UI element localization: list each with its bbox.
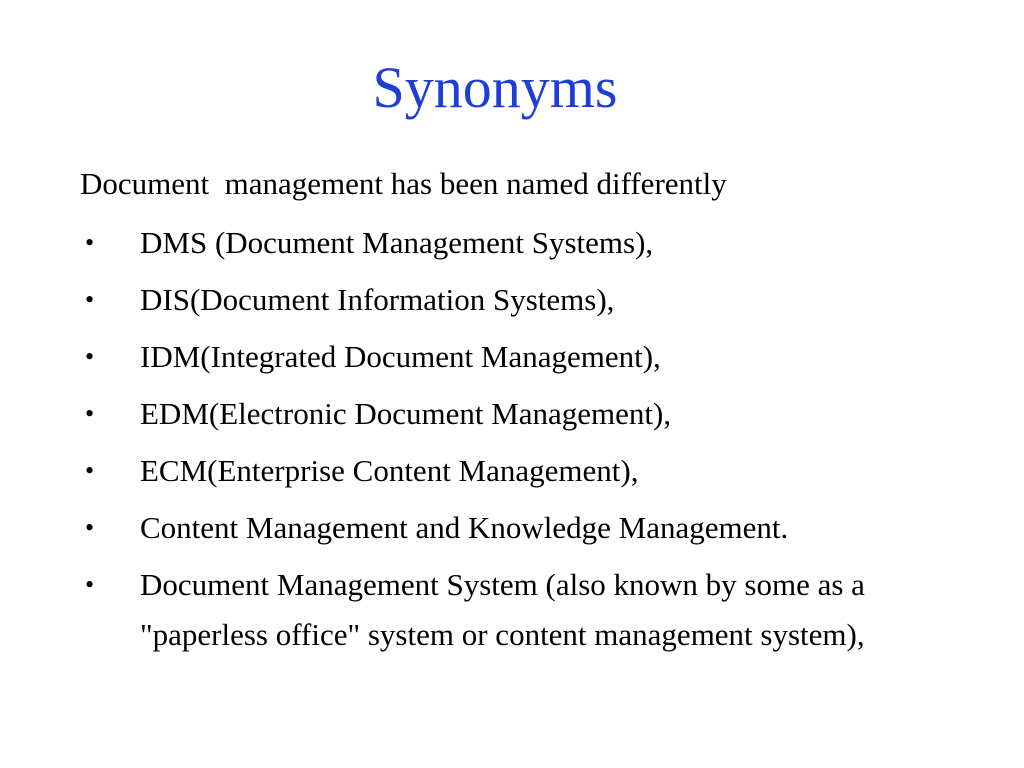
bullet-icon: •	[85, 456, 95, 485]
slide-title: Synonyms	[372, 55, 618, 120]
list-item-text: ECM(Enterprise Content Management),	[140, 453, 639, 488]
bullet-icon: •	[85, 570, 95, 599]
list-item	[80, 503, 940, 553]
bullet-icon: •	[85, 513, 95, 542]
bullet-icon: •	[85, 342, 95, 371]
list-item-text: IDM(Integrated Document Management),	[140, 339, 661, 374]
list-item	[80, 446, 940, 496]
list-item-text: Content Management and Knowledge Management.	[140, 510, 789, 545]
list-item	[80, 389, 940, 439]
list-item-text: EDM(Electronic Document Management),	[140, 396, 672, 431]
bullet-icon: •	[85, 399, 95, 428]
list-item	[80, 560, 940, 660]
bullet-icon: •	[85, 228, 95, 257]
list-item-text: DMS (Document Management Systems),	[140, 225, 654, 260]
synonym-list	[80, 218, 940, 667]
list-item	[80, 275, 940, 325]
bullet-icon: •	[85, 285, 95, 314]
list-item	[80, 332, 940, 382]
list-item-text: Document Management System (also known by some as a "paperless office" system or content management system),	[140, 567, 865, 652]
list-item	[80, 218, 940, 268]
list-item-text: DIS(Document Information Systems),	[140, 282, 615, 317]
intro-text: Document management has been named differently	[80, 166, 727, 201]
